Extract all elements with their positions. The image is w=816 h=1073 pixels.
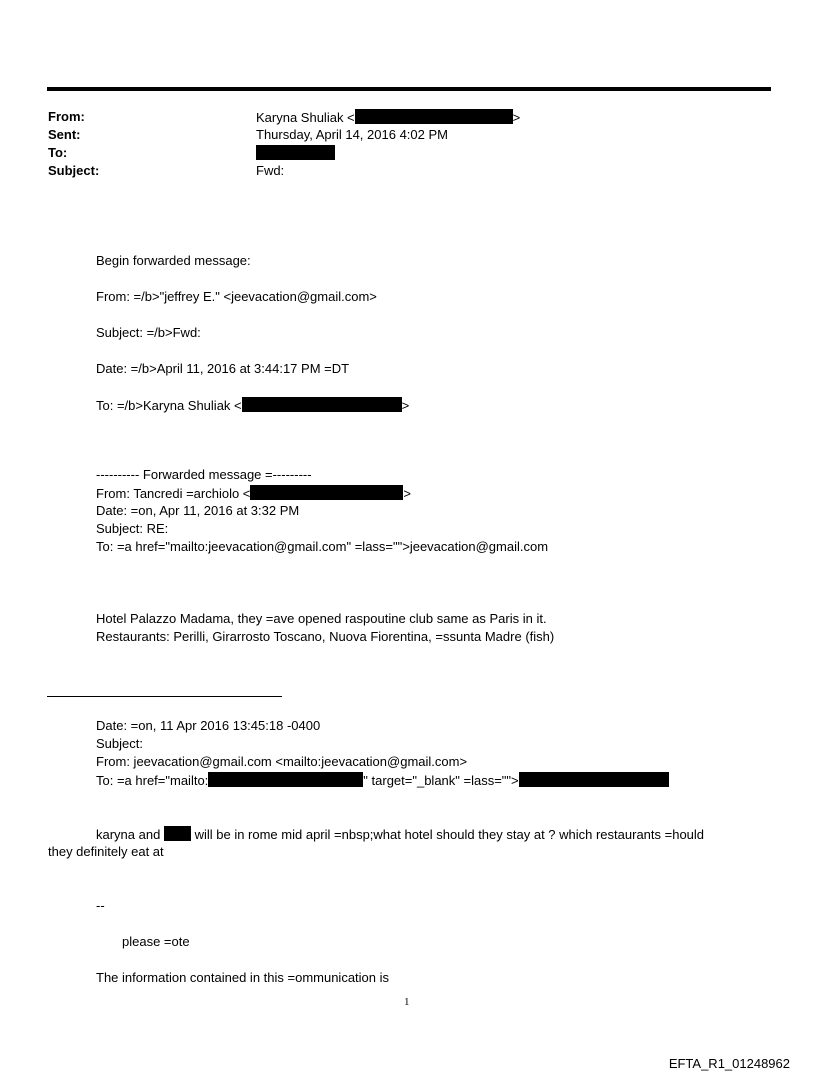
fwd2-from-text: From: Tancredi =archiolo < xyxy=(96,486,251,501)
from-value-close: > xyxy=(512,110,521,125)
body2-line2: they definitely eat at xyxy=(48,844,164,859)
fwd2-from-close: > xyxy=(403,486,411,501)
fwd1-from: From: =/b>"jeffrey E." <jeevacation@gmail.com> xyxy=(96,289,377,304)
subject-value: Fwd: xyxy=(256,163,285,178)
from-label: From: xyxy=(48,109,85,124)
from-value-text: Karyna Shuliak < xyxy=(256,110,355,125)
quote-divider xyxy=(47,696,282,697)
quoted-to-text: To: =a href="mailto: xyxy=(96,773,209,788)
redaction-box xyxy=(250,485,403,500)
fwd2-to: To: =a href="mailto:jeevacation@gmail.com" =lass="">jeevacation@gmail.com xyxy=(96,539,549,554)
fwd1-subject: Subject: =/b>Fwd: xyxy=(96,325,201,340)
to-value xyxy=(256,145,335,162)
body2-pre: karyna and xyxy=(96,827,161,842)
redaction-box xyxy=(242,397,402,412)
fwd2-date: Date: =on, Apr 11, 2016 at 3:32 PM xyxy=(96,503,300,518)
redaction-box xyxy=(164,826,191,841)
redaction-box xyxy=(519,772,669,787)
fwd2-subject: Subject: RE: xyxy=(96,521,169,536)
redaction-box xyxy=(208,772,363,787)
sig-dashes: -- xyxy=(96,898,105,913)
body1-line1: Hotel Palazzo Madama, they =ave opened raspoutine club same as Paris in it. xyxy=(96,611,547,626)
sent-value: Thursday, April 14, 2016 4:02 PM xyxy=(256,127,448,142)
quoted-from: From: jeevacation@gmail.com <mailto:jeevacation@gmail.com> xyxy=(96,754,468,769)
fwd1-to-text: To: =/b>Karyna Shuliak < xyxy=(96,398,242,413)
fwd2-from xyxy=(96,485,411,502)
quoted-to-mid: " target="_blank" =lass=""> xyxy=(363,773,519,788)
document-id: EFTA_R1_01248962 xyxy=(668,1056,790,1071)
body2-post: will be in rome mid april =nbsp;what hotel should they stay at ? which restaurants =hould xyxy=(194,827,705,842)
fwd1-to xyxy=(96,397,409,414)
redaction-box xyxy=(256,145,335,160)
fwd1-to-close: > xyxy=(401,398,410,413)
sig-info: The information contained in this =ommunication is xyxy=(96,970,390,985)
body1-line2: Restaurants: Perilli, Girarrosto Toscano, Nuova Fiorentina, =ssunta Madre (fish) xyxy=(96,629,555,644)
redaction-box xyxy=(355,109,513,124)
subject-label: Subject: xyxy=(48,163,100,178)
page-number: 1 xyxy=(404,996,410,1008)
quoted-subject: Subject: xyxy=(96,736,143,751)
fwd2-separator: ---------- Forwarded message =--------- xyxy=(96,467,312,482)
fwd1-date: Date: =/b>April 11, 2016 at 3:44:17 PM =DT xyxy=(96,361,350,376)
from-value xyxy=(256,109,520,126)
quoted-date: Date: =on, 11 Apr 2016 13:45:18 -0400 xyxy=(96,718,321,733)
body2-line1 xyxy=(96,826,704,843)
to-label: To: xyxy=(48,145,68,160)
begin-forwarded: Begin forwarded message: xyxy=(96,253,251,268)
quoted-to xyxy=(96,772,669,789)
header-rule xyxy=(47,87,771,91)
sig-please: please =ote xyxy=(122,934,190,949)
sent-label: Sent: xyxy=(48,127,81,142)
